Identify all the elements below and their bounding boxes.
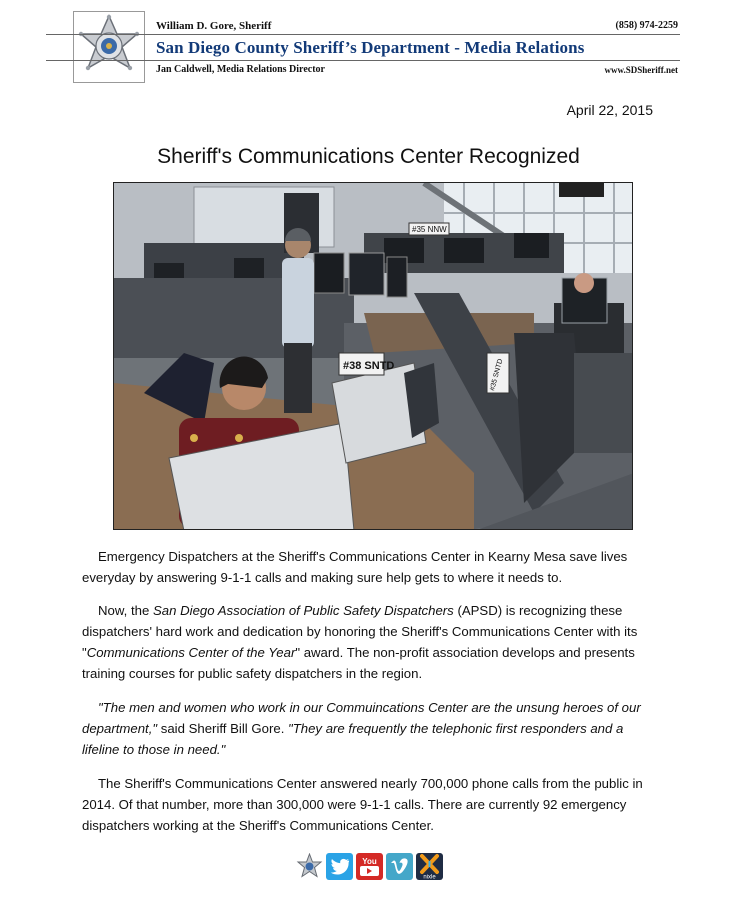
dispatch-center-photo bbox=[113, 182, 633, 530]
vimeo-icon bbox=[390, 858, 410, 876]
page-title: Sheriff's Communications Center Recognized bbox=[157, 145, 580, 168]
nixle-label: nixle bbox=[423, 874, 436, 880]
phone-number: (858) 974-2259 bbox=[615, 20, 678, 31]
nixle-icon bbox=[416, 853, 443, 880]
release-date: April 22, 2015 bbox=[566, 102, 653, 118]
sheriff-name: William D. Gore, Sheriff bbox=[156, 20, 272, 32]
media-director: Jan Caldwell, Media Relations Director bbox=[156, 64, 325, 75]
paragraph-1: Emergency Dispatchers at the Sheriff's Communications Center in Kearny Mesa save lives everyday by answering 9-1-1 calls and making sure help gets to where it needs to. bbox=[82, 549, 628, 585]
letterhead-rule-bottom bbox=[46, 60, 680, 61]
apsd-name: San Diego Association of Public Safety Dispatchers bbox=[152, 603, 454, 618]
quote-part-2: "They are frequently the telephonic first responders and a lifeline to those in need." bbox=[82, 721, 624, 757]
website-link[interactable]: www.SDSheriff.net bbox=[604, 65, 678, 75]
paragraph-3-quote: "The men and women who work in our Commuincations Center are the unsung heroes of our department," said Sheriff Bill Gore. "They are frequently the telephonic first responders and a lifeline to those in need." bbox=[82, 700, 641, 757]
vimeo-link[interactable] bbox=[386, 853, 413, 880]
sheriff-star-link[interactable] bbox=[296, 853, 323, 880]
social-links bbox=[296, 853, 443, 880]
quote-part-1: "The men and women who work in our Commuincations Center are the unsung heroes of our department," bbox=[82, 700, 641, 736]
sheriff-badge-logo bbox=[73, 11, 145, 83]
letterhead-rule-top bbox=[46, 34, 680, 35]
sheriff-star-icon bbox=[74, 12, 144, 82]
department-title: San Diego County Sheriff’s Department - Media Relations bbox=[156, 38, 585, 57]
monitor-sign-1: #38 SNTD bbox=[343, 360, 395, 372]
nixle-link[interactable] bbox=[416, 853, 443, 880]
youtube-link[interactable] bbox=[356, 853, 383, 880]
paragraph-2: Now, the San Diego Association of Public Safety Dispatchers (APSD) is recognizing these dispatchers' hard work and dedication by honoring the Sheriff's Communications Center with its "Communications Center of the Year" award. The non-profit association develops and presents training courses for public safety dispatchers in the region. bbox=[82, 603, 638, 681]
youtube-label: You bbox=[362, 857, 377, 866]
sheriff-star-icon bbox=[296, 853, 323, 880]
twitter-link[interactable] bbox=[326, 853, 353, 880]
twitter-icon bbox=[330, 858, 350, 875]
award-name: Communications Center of the Year bbox=[86, 645, 296, 660]
monitor-sign-3: #35 SNTD bbox=[489, 358, 505, 392]
paragraph-4: The Sheriff's Communications Center answered nearly 700,000 phone calls from the public in 2014. Of that number, more than 300,000 were 9-1-1 calls. There are currently 92 emergency dispatchers working at the Sheriff's Communications Center. bbox=[82, 776, 643, 833]
youtube-icon bbox=[356, 853, 383, 880]
monitor-sign-2: #35 NNW bbox=[412, 225, 447, 234]
